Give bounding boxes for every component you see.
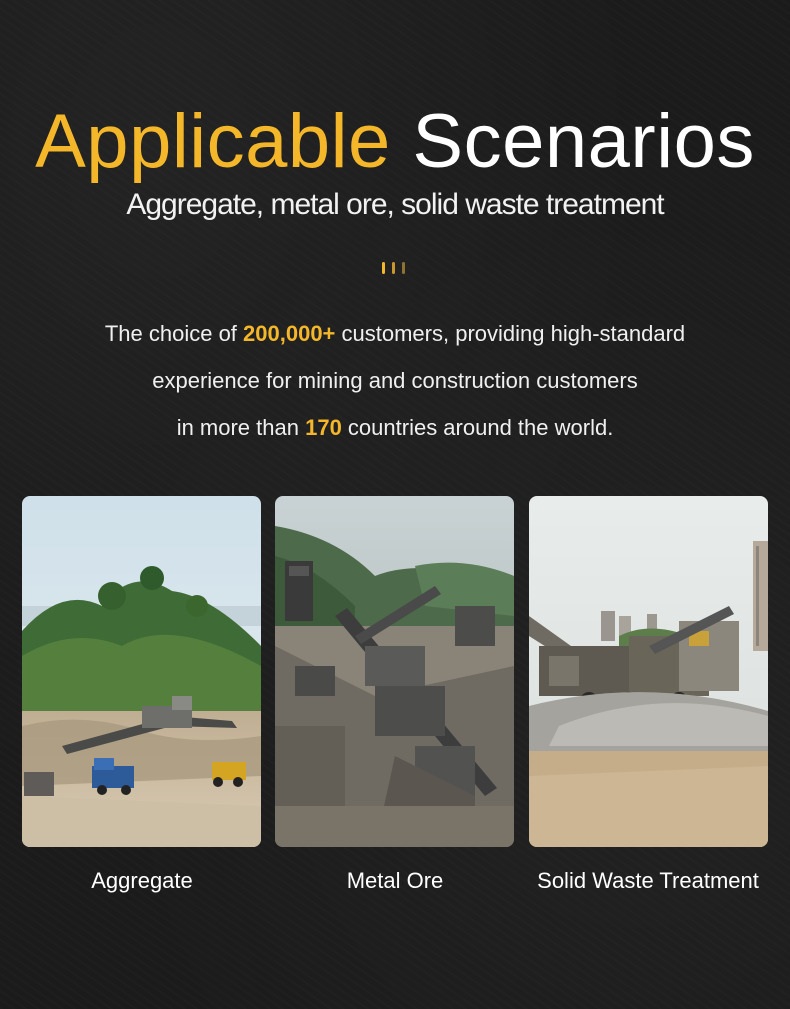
page-subtitle: Aggregate, metal ore, solid waste treatment bbox=[126, 188, 664, 221]
intro-paragraph bbox=[0, 310, 790, 451]
intro-line-1: The choice of 200,000+ customers, providing high-standard bbox=[104, 321, 686, 346]
scenario-label-solid-waste: Solid Waste Treatment bbox=[537, 868, 759, 893]
solid-waste-plant-photo bbox=[529, 496, 768, 847]
scenario-card-solid-waste[interactable] bbox=[529, 496, 768, 847]
intro-line-3: in more than 170 countries around the world. bbox=[176, 415, 614, 440]
intro-line-2: experience for mining and construction customers bbox=[152, 368, 638, 393]
scenario-label-aggregate: Aggregate bbox=[91, 868, 193, 893]
scenario-card-metal-ore[interactable] bbox=[275, 496, 514, 847]
metal-ore-plant-photo bbox=[275, 496, 514, 847]
divider-dot bbox=[392, 262, 395, 274]
title-rest: Scenarios bbox=[412, 99, 755, 184]
scenario-card-aggregate[interactable] bbox=[22, 496, 261, 847]
divider-dot bbox=[402, 262, 405, 274]
page-title bbox=[0, 100, 790, 184]
divider-dots bbox=[382, 262, 405, 274]
scenario-label-metal-ore: Metal Ore bbox=[346, 868, 444, 893]
aggregate-plant-photo bbox=[22, 496, 261, 847]
countries-count: 170 bbox=[305, 415, 342, 440]
divider-dot bbox=[382, 262, 385, 274]
customers-count: 200,000+ bbox=[243, 321, 336, 346]
title-highlight: Applicable bbox=[35, 99, 391, 184]
